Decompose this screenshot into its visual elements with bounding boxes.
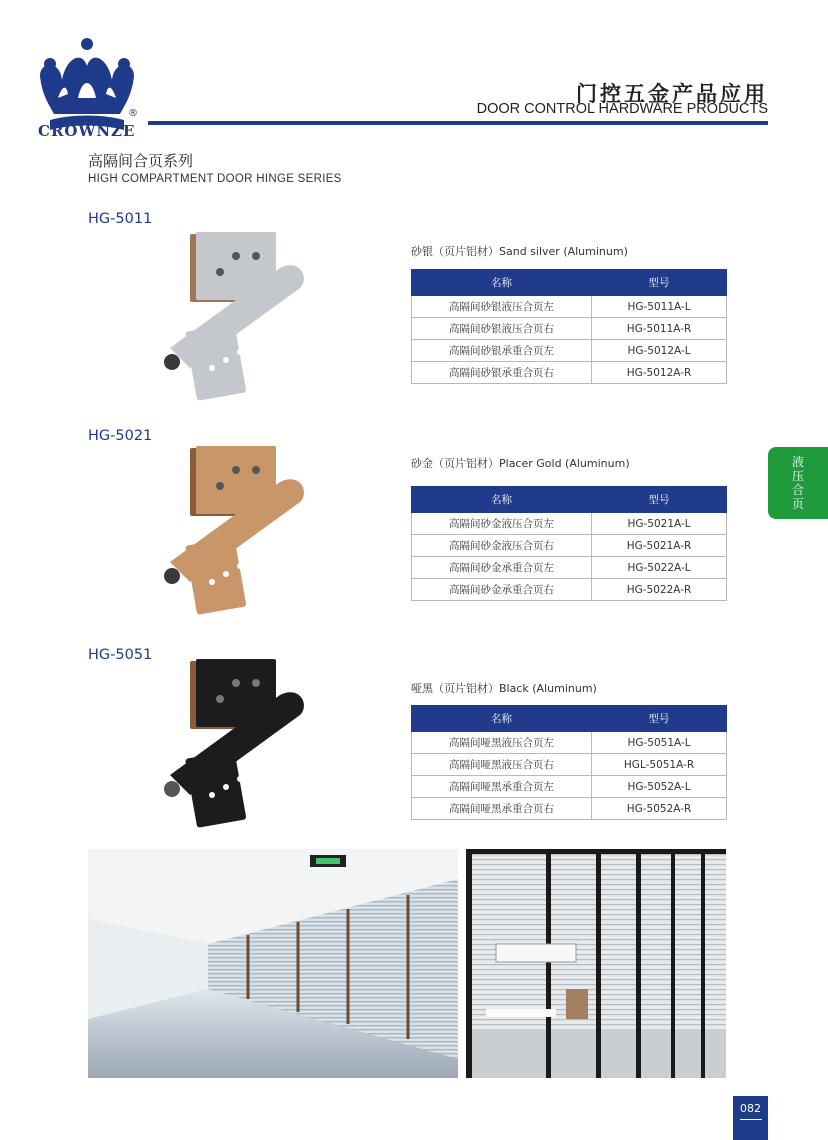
variant-label: 哑黑（页片铝材）Black (Aluminum) bbox=[411, 682, 597, 695]
variant-label: 砂银（页片铝材）Sand silver (Aluminum) bbox=[411, 245, 628, 258]
product-code: HG-5051 bbox=[88, 647, 153, 663]
model-number: HG-5021A-L bbox=[592, 513, 727, 535]
side-tab-char: 液 bbox=[791, 455, 804, 469]
product-name: 高隔间砂银液压合页左 bbox=[412, 296, 592, 318]
model-number: HG-5011A-L bbox=[592, 296, 727, 318]
header-title-cn: 门控五金产品应用 bbox=[576, 81, 768, 106]
table-header-row bbox=[412, 270, 727, 296]
table-row bbox=[412, 296, 727, 318]
model-number: HG-5012A-L bbox=[592, 340, 727, 362]
column-header-name: 名称 bbox=[412, 270, 592, 296]
page-number-underline bbox=[740, 1119, 762, 1120]
header-title-en: DOOR CONTROL HARDWARE PRODUCTS bbox=[476, 101, 768, 117]
model-number: HGL-5051A-R bbox=[592, 754, 727, 776]
column-header-name: 名称 bbox=[412, 487, 592, 513]
product-code: HG-5011 bbox=[88, 211, 153, 227]
column-header-model: 型号 bbox=[592, 487, 727, 513]
model-number: HG-5021A-R bbox=[592, 535, 727, 557]
header-divider bbox=[148, 121, 768, 125]
table-row bbox=[412, 318, 727, 340]
hinge-gold-image bbox=[150, 442, 320, 622]
table-row bbox=[412, 513, 727, 535]
product-name: 高隔间哑黑液压合页右 bbox=[412, 754, 592, 776]
table-row bbox=[412, 776, 727, 798]
product-name: 高隔间砂金液压合页右 bbox=[412, 535, 592, 557]
table-row bbox=[412, 732, 727, 754]
table-row bbox=[412, 535, 727, 557]
product-code: HG-5021 bbox=[88, 428, 153, 444]
table-row bbox=[412, 340, 727, 362]
product-name: 高隔间砂银承重合页左 bbox=[412, 340, 592, 362]
registered-mark: ® bbox=[128, 108, 138, 119]
hinge-silver-image bbox=[150, 228, 320, 408]
variant-label: 砂金（页片铝材）Placer Gold (Aluminum) bbox=[411, 457, 630, 470]
product-name: 高隔间哑黑承重合页左 bbox=[412, 776, 592, 798]
page-number-badge bbox=[733, 1096, 768, 1140]
column-header-name: 名称 bbox=[412, 706, 592, 732]
table-header-row bbox=[412, 706, 727, 732]
table-header-row bbox=[412, 487, 727, 513]
model-number: HG-5022A-R bbox=[592, 579, 727, 601]
model-number: HG-5012A-R bbox=[592, 362, 727, 384]
page-number: 082 bbox=[740, 1102, 761, 1115]
product-name: 高隔间砂金液压合页左 bbox=[412, 513, 592, 535]
office-corridor-photo bbox=[88, 849, 458, 1078]
product-name: 高隔间砂金承重合页右 bbox=[412, 579, 592, 601]
product-name: 高隔间砂银液压合页右 bbox=[412, 318, 592, 340]
series-title-en: HIGH COMPARTMENT DOOR HINGE SERIES bbox=[88, 173, 342, 185]
series-title-cn: 高隔间合页系列 bbox=[88, 152, 194, 170]
model-number: HG-5051A-L bbox=[592, 732, 727, 754]
product-name: 高隔间哑黑液压合页左 bbox=[412, 732, 592, 754]
office-glass-partition-photo bbox=[466, 849, 726, 1078]
table-row bbox=[412, 754, 727, 776]
table-row bbox=[412, 557, 727, 579]
product-name: 高隔间砂银承重合页右 bbox=[412, 362, 592, 384]
spec-table bbox=[411, 486, 727, 601]
model-number: HG-5052A-R bbox=[592, 798, 727, 820]
side-tab-char: 压 bbox=[791, 469, 804, 483]
column-header-model: 型号 bbox=[592, 706, 727, 732]
spec-table bbox=[411, 705, 727, 820]
brand-name: CROWNZE bbox=[38, 122, 136, 140]
model-number: HG-5011A-R bbox=[592, 318, 727, 340]
model-number: HG-5022A-L bbox=[592, 557, 727, 579]
table-row bbox=[412, 798, 727, 820]
product-name: 高隔间哑黑承重合页右 bbox=[412, 798, 592, 820]
table-row bbox=[412, 579, 727, 601]
column-header-model: 型号 bbox=[592, 270, 727, 296]
category-side-tab bbox=[768, 447, 828, 519]
model-number: HG-5052A-L bbox=[592, 776, 727, 798]
side-tab-char: 合 bbox=[791, 483, 804, 497]
side-tab-char: 页 bbox=[791, 497, 804, 511]
spec-table bbox=[411, 269, 727, 384]
hinge-black-image bbox=[150, 655, 320, 835]
table-row bbox=[412, 362, 727, 384]
product-name: 高隔间砂金承重合页左 bbox=[412, 557, 592, 579]
